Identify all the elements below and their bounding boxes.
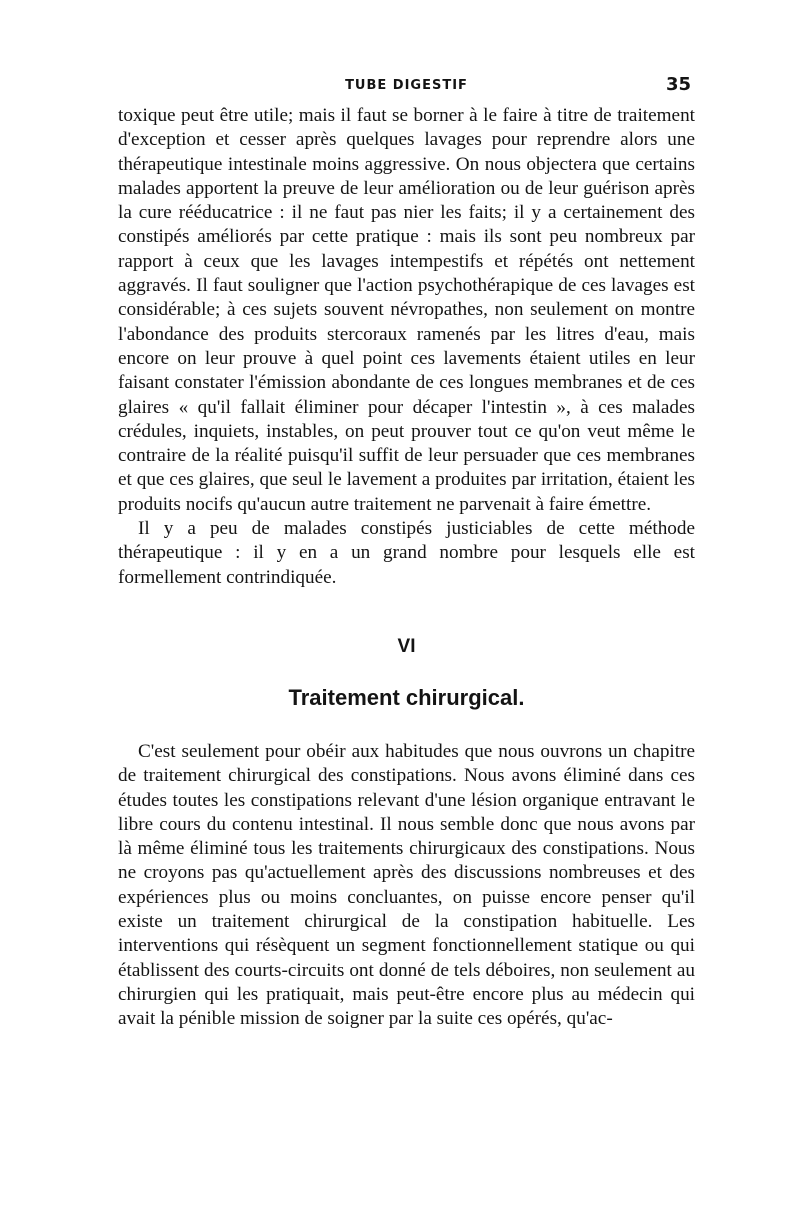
section-paragraph: C'est seulement pour obéir aux habitudes que nous ouvrons un chapitre de traitement chirurgical des constipations. Nous avons éliminé dans ces études toutes les constipations relevant d'une lésion organique entravant le libre cours du contenu intestinal. Il nous semble donc que nous avons par là même éliminé tous les traitements chirurgicaux des constipations. Nous ne croyons pas qu'actuellement après des discussions nombreuses et des expériences plus ou moins concluantes, on puisse encore penser qu'il existe un traitement chirurgical de la constipation habituelle. Les interventions qui résèquent un segment fonctionnellement statique ou qui établissent des courts-circuits ont donné de tels déboires, non seulement au chirurgien qui les pratiquait, mais peut-être encore plus au médecin qui avait la pénible mission de soigner par la suite ces opérés, qu'ac-	[118, 740, 695, 1030]
book-page	[118, 60, 695, 1032]
body-paragraph: Il y a peu de malades constipés justiciables de cette méthode thérapeutique : il y en a un grand nombre pour lesquels elle est formellement contrindiquée.	[118, 518, 695, 588]
section-numeral: VI	[397, 635, 416, 657]
section-title: Traitement chirurgical.	[288, 684, 525, 710]
running-head	[118, 60, 695, 104]
body-paragraph-continued: toxique peut être utile; mais il faut se borner à le faire à titre de traitement d'exception et cesser après quelques lavages pour reprendre alors une thérapeutique intestinale moins aggressive. On nous objectera que certains malades apportent la preuve de leur amélioration ou de leur guérison après la cure rééducatrice : il ne faut pas nier les faits; il y a certainement des constipés améliorés par cette pratique : mais ils sont peu nombreux par rapport à ceux que les lavages intempestifs et répétés ont nettement aggravés. Il faut souligner que l'action psychothérapique de ces lavages est considérable; à ces sujets souvent névropathes, non seulement on montre l'abondance des produits stercoraux ramenés par les litres d'eau, mais encore on leur prouve à quel point ces lavements étaient utiles en leur faisant constater l'émission abondante de ces longues membranes et de ces glaires « qu'il fallait éliminer pour décaper l'intestin », à ces malades crédules, inquiets, instables, on peut prouver tout ce qu'on veut même le contraire de la réalité puisqu'il suffit de leur persuader que ces membranes et que ces glaires, que seul le lavement a produites par irritation, étaient les produits nocifs qu'aucun autre traitement ne parvenait à faire émettre.	[118, 105, 695, 515]
running-title: TUBE DIGESTIF	[345, 78, 468, 93]
page-number: 35	[665, 74, 691, 95]
